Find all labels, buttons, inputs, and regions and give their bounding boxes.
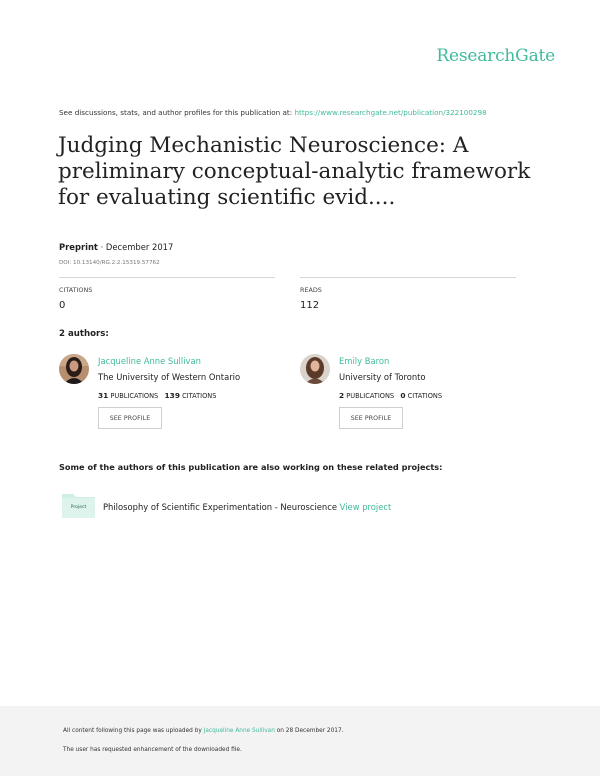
project-folder-icon <box>62 491 95 518</box>
citations-label: CITATIONS <box>59 286 93 294</box>
see-profile-button[interactable]: SEE PROFILE <box>339 407 403 429</box>
author-name-link[interactable]: Emily Baron <box>339 356 390 366</box>
author-citations-label: CITATIONS <box>182 392 217 400</box>
avatar[interactable] <box>300 354 330 384</box>
upload-note <box>63 728 344 734</box>
related-projects-heading: Some of the authors of this publication are also working on these related projects: <box>59 462 443 472</box>
author-citations-label: CITATIONS <box>407 392 442 400</box>
researchgate-logo[interactable]: ResearchGate <box>436 46 555 66</box>
author-stats <box>98 391 216 400</box>
author-publications-label: PUBLICATIONS <box>110 392 159 400</box>
authors-heading: 2 authors: <box>59 329 109 339</box>
publication-type: Preprint <box>59 242 98 252</box>
publication-doi: DOI: 10.13140/RG.2.2.15319.57762 <box>59 260 160 266</box>
reads-value: 112 <box>300 300 320 311</box>
author-citations-count: 139 <box>164 391 180 400</box>
discussion-line <box>59 108 487 117</box>
see-profile-button[interactable]: SEE PROFILE <box>98 407 162 429</box>
author-publications-label: PUBLICATIONS <box>346 392 395 400</box>
avatar-photo-icon <box>59 354 89 384</box>
footer <box>0 706 600 776</box>
publication-meta <box>59 242 173 252</box>
project-name: Philosophy of Scientific Experimentation - Neuroscience <box>103 502 337 512</box>
reads-divider <box>300 277 516 278</box>
publication-url-link[interactable]: https://www.researchgate.net/publication/322100298 <box>294 108 487 117</box>
avatar[interactable] <box>59 354 89 384</box>
uploader-name-link[interactable]: Jacqueline Anne Sullivan <box>203 728 275 734</box>
author-stats <box>339 391 442 400</box>
publication-title: Judging Mechanistic Neuroscience: A preliminary conceptual-analytic framework for evaluating scientific evid.... <box>58 133 531 210</box>
author-institution: University of Toronto <box>339 372 426 382</box>
enhancement-note: The user has requested enhancement of the downloaded file. <box>63 747 242 753</box>
project-icon-label: Project <box>70 505 87 510</box>
author-publications-count: 2 <box>339 391 345 400</box>
upload-note-suffix: on 28 December 2017. <box>274 728 344 734</box>
author-publications-count: 31 <box>98 391 109 400</box>
publication-date: · December 2017 <box>97 242 174 252</box>
citations-value: 0 <box>59 300 66 311</box>
author-citations-count: 0 <box>400 391 406 400</box>
author-name-link[interactable]: Jacqueline Anne Sullivan <box>98 356 201 366</box>
reads-label: READS <box>300 286 322 294</box>
discussion-text: See discussions, stats, and author profiles for this publication at: <box>59 108 295 117</box>
view-project-link[interactable]: View project <box>339 502 392 512</box>
author-institution: The University of Western Ontario <box>98 372 241 382</box>
avatar-photo-icon <box>300 354 330 384</box>
citations-divider <box>59 277 275 278</box>
upload-note-prefix: All content following this page was uploaded by <box>63 728 204 734</box>
project-text <box>103 502 391 512</box>
